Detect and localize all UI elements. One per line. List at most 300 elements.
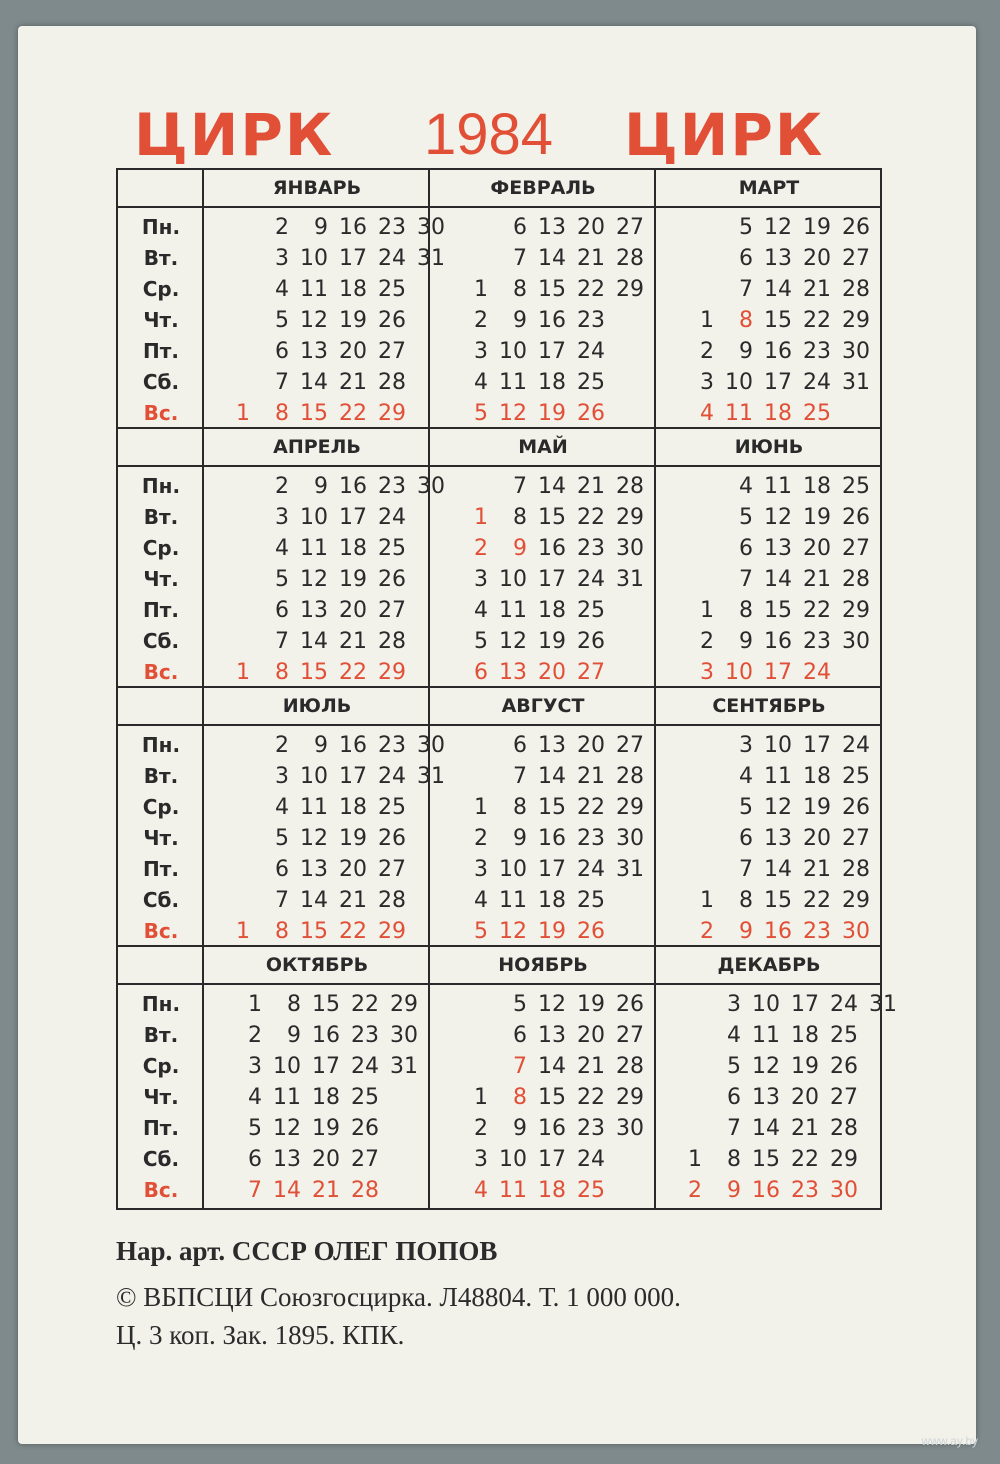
day-number: 24 [577,857,605,882]
day-number: 5 [248,1116,262,1141]
title-circus-left: ЦИРК [134,101,335,169]
day-number: 5 [474,919,488,944]
day-number: 1 [474,505,488,530]
weekday-label: Вт. [143,764,179,788]
day-number: 13 [300,857,328,882]
day-number: 10 [300,764,328,789]
day-number: 5 [275,826,289,851]
day-number: 14 [538,474,566,499]
month-name: МАЙ [518,436,568,458]
day-number: 23 [577,536,605,561]
month-name: ИЮНЬ [734,436,804,458]
day-number: 7 [513,1054,527,1079]
day-number: 27 [351,1147,379,1172]
day-number: 14 [538,764,566,789]
day-number: 1 [700,598,714,623]
day-number: 7 [275,888,289,913]
day-number: 4 [739,474,753,499]
day-number: 5 [739,505,753,530]
day-number: 22 [339,401,367,426]
grid-header-line [118,724,880,726]
day-number: 8 [739,308,753,333]
day-number: 2 [700,339,714,364]
day-number: 27 [616,215,644,240]
day-number: 30 [417,215,445,240]
day-number: 29 [378,660,406,685]
day-number: 25 [351,1085,379,1110]
day-number: 24 [378,246,406,271]
weekday-label: Чт. [143,308,179,332]
day-number: 11 [752,1023,780,1048]
day-number: 21 [339,888,367,913]
day-number: 3 [727,992,741,1017]
weekday-label: Вс. [143,401,179,425]
day-number: 15 [300,660,328,685]
weekday-label: Пт. [143,598,179,622]
day-number: 2 [275,215,289,240]
day-number: 14 [764,857,792,882]
day-number: 22 [803,888,831,913]
day-number: 11 [499,370,527,395]
day-number: 2 [700,919,714,944]
month-name: ДЕКАБРЬ [717,954,821,976]
day-number: 21 [339,629,367,654]
day-number: 19 [538,629,566,654]
day-number: 10 [499,339,527,364]
day-number: 27 [616,1023,644,1048]
grid-header-line [118,465,880,467]
day-number: 13 [273,1147,301,1172]
day-number: 28 [616,764,644,789]
day-number: 8 [739,888,753,913]
day-number: 25 [378,277,406,302]
day-number: 22 [803,308,831,333]
day-number: 12 [499,401,527,426]
day-number: 27 [577,660,605,685]
day-number: 21 [577,246,605,271]
day-number: 18 [339,277,367,302]
day-number: 6 [727,1085,741,1110]
day-number: 26 [577,401,605,426]
weekday-label: Чт. [143,826,179,850]
day-number: 24 [830,992,858,1017]
day-number: 6 [513,1023,527,1048]
day-number: 29 [616,277,644,302]
day-number: 17 [339,246,367,271]
day-number: 24 [577,1147,605,1172]
day-number: 22 [577,1085,605,1110]
day-number: 1 [248,992,262,1017]
watermark: www.ay.by [921,1434,978,1448]
day-number: 14 [764,567,792,592]
weekday-label: Вс. [143,919,179,943]
day-number: 6 [739,246,753,271]
weekday-label: Пн. [141,733,181,757]
day-number: 28 [842,857,870,882]
day-number: 13 [538,215,566,240]
weekday-label: Ср. [142,795,180,819]
day-number: 16 [764,339,792,364]
day-number: 5 [474,629,488,654]
day-number: 24 [577,567,605,592]
weekday-label: Вс. [143,660,179,684]
day-number: 1 [688,1147,702,1172]
day-number: 12 [764,795,792,820]
day-number: 23 [791,1178,819,1203]
day-number: 2 [474,536,488,561]
day-number: 20 [339,598,367,623]
day-number: 13 [764,536,792,561]
day-number: 29 [842,888,870,913]
day-number: 29 [842,598,870,623]
day-number: 5 [474,401,488,426]
day-number: 19 [339,567,367,592]
day-number: 13 [300,339,328,364]
day-number: 12 [538,992,566,1017]
day-number: 31 [869,992,897,1017]
day-number: 18 [803,474,831,499]
day-number: 7 [739,567,753,592]
day-number: 15 [764,308,792,333]
day-number: 22 [791,1147,819,1172]
day-number: 3 [275,505,289,530]
day-number: 21 [339,370,367,395]
day-number: 17 [538,567,566,592]
day-number: 7 [513,474,527,499]
day-number: 14 [300,888,328,913]
month-name: ЯНВАРЬ [272,177,362,199]
month-name: ФЕВРАЛЬ [490,177,596,199]
weekday-label: Ср. [142,277,180,301]
day-number: 8 [513,277,527,302]
day-number: 14 [764,277,792,302]
day-number: 30 [417,474,445,499]
day-number: 9 [513,826,527,851]
title-circus-right: ЦИРК [624,101,825,169]
day-number: 28 [842,567,870,592]
day-number: 22 [803,598,831,623]
day-number: 3 [474,857,488,882]
weekday-label: Сб. [142,370,180,394]
day-number: 16 [312,1023,340,1048]
day-number: 10 [499,567,527,592]
day-number: 26 [830,1054,858,1079]
day-number: 4 [275,277,289,302]
day-number: 6 [739,826,753,851]
day-number: 17 [764,370,792,395]
day-number: 9 [739,919,753,944]
day-number: 30 [616,826,644,851]
day-number: 19 [312,1116,340,1141]
day-number: 30 [842,339,870,364]
day-number: 26 [842,795,870,820]
grid-header-line [118,206,880,208]
day-number: 7 [513,764,527,789]
day-number: 15 [300,919,328,944]
day-number: 21 [577,764,605,789]
day-number: 16 [339,733,367,758]
day-number: 18 [791,1023,819,1048]
day-number: 18 [764,401,792,426]
day-number: 21 [791,1116,819,1141]
day-number: 18 [312,1085,340,1110]
day-number: 29 [616,795,644,820]
day-number: 31 [390,1054,418,1079]
day-number: 15 [538,1085,566,1110]
day-number: 28 [616,246,644,271]
day-number: 26 [378,308,406,333]
day-number: 20 [339,857,367,882]
day-number: 27 [378,857,406,882]
month-name: АПРЕЛЬ [273,436,361,458]
day-number: 26 [842,215,870,240]
day-number: 12 [300,826,328,851]
day-number: 24 [842,733,870,758]
day-number: 18 [538,370,566,395]
day-number: 30 [616,1116,644,1141]
day-number: 22 [351,992,379,1017]
weekday-label: Ср. [142,1054,180,1078]
day-number: 12 [273,1116,301,1141]
day-number: 8 [287,992,301,1017]
day-number: 14 [300,370,328,395]
day-number: 6 [474,660,488,685]
day-number: 31 [417,764,445,789]
day-number: 28 [616,1054,644,1079]
day-number: 2 [688,1178,702,1203]
month-name: ИЮЛЬ [282,695,352,717]
day-number: 20 [577,1023,605,1048]
weekday-label: Вт. [143,505,179,529]
day-number: 12 [499,629,527,654]
day-number: 16 [339,215,367,240]
day-number: 30 [842,629,870,654]
day-number: 10 [273,1054,301,1079]
day-number: 29 [616,505,644,530]
day-number: 14 [538,246,566,271]
day-number: 18 [538,1178,566,1203]
day-number: 22 [339,660,367,685]
day-number: 23 [577,826,605,851]
day-number: 20 [803,826,831,851]
day-number: 26 [378,567,406,592]
day-number: 25 [378,536,406,561]
day-number: 11 [499,1178,527,1203]
day-number: 15 [538,277,566,302]
day-number: 10 [764,733,792,758]
day-number: 16 [764,919,792,944]
day-number: 4 [474,370,488,395]
day-number: 2 [275,733,289,758]
day-number: 3 [739,733,753,758]
day-number: 30 [417,733,445,758]
day-number: 1 [236,401,250,426]
day-number: 16 [752,1178,780,1203]
day-number: 4 [739,764,753,789]
day-number: 5 [513,992,527,1017]
day-number: 18 [339,795,367,820]
day-number: 9 [739,629,753,654]
day-number: 4 [474,888,488,913]
day-number: 20 [803,246,831,271]
calendar-title [116,100,886,170]
day-number: 3 [275,764,289,789]
day-number: 17 [339,764,367,789]
day-number: 11 [273,1085,301,1110]
day-number: 9 [727,1178,741,1203]
weekday-label: Сб. [142,888,180,912]
weekday-label: Сб. [142,1147,180,1171]
weekday-label: Пт. [143,339,179,363]
day-number: 24 [378,505,406,530]
day-number: 5 [739,795,753,820]
grid-header-line [118,983,880,985]
day-number: 11 [300,795,328,820]
day-number: 27 [378,339,406,364]
day-number: 1 [700,308,714,333]
day-number: 13 [300,598,328,623]
weekday-label: Вт. [143,246,179,270]
day-number: 11 [764,764,792,789]
day-number: 7 [739,857,753,882]
day-number: 26 [351,1116,379,1141]
day-number: 29 [378,401,406,426]
day-number: 2 [700,629,714,654]
day-number: 9 [513,536,527,561]
day-number: 25 [577,370,605,395]
day-number: 23 [378,215,406,240]
day-number: 2 [275,474,289,499]
day-number: 8 [739,598,753,623]
day-number: 28 [830,1116,858,1141]
day-number: 9 [513,1116,527,1141]
day-number: 25 [577,598,605,623]
day-number: 17 [538,1147,566,1172]
day-number: 2 [474,826,488,851]
day-number: 8 [513,795,527,820]
day-number: 27 [842,536,870,561]
day-number: 14 [300,629,328,654]
day-number: 31 [842,370,870,395]
day-number: 22 [577,277,605,302]
day-number: 25 [830,1023,858,1048]
day-number: 28 [378,629,406,654]
day-number: 17 [764,660,792,685]
day-number: 25 [577,888,605,913]
day-number: 29 [830,1147,858,1172]
day-number: 29 [842,308,870,333]
day-number: 17 [791,992,819,1017]
day-number: 17 [312,1054,340,1079]
day-number: 27 [842,246,870,271]
day-number: 21 [577,474,605,499]
day-number: 13 [499,660,527,685]
day-number: 28 [842,277,870,302]
weekday-label: Сб. [142,629,180,653]
day-number: 24 [351,1054,379,1079]
day-number: 23 [803,339,831,364]
day-number: 18 [803,764,831,789]
day-number: 14 [538,1054,566,1079]
day-number: 9 [314,733,328,758]
day-number: 16 [538,826,566,851]
day-number: 13 [764,246,792,271]
day-number: 4 [275,795,289,820]
day-number: 19 [339,308,367,333]
day-number: 16 [538,308,566,333]
day-number: 10 [300,505,328,530]
title-year: 1984 [424,102,554,167]
day-number: 10 [499,1147,527,1172]
day-number: 3 [248,1054,262,1079]
weekday-label: Чт. [143,1085,179,1109]
day-number: 25 [842,474,870,499]
day-number: 10 [725,660,753,685]
day-number: 22 [339,919,367,944]
day-number: 31 [417,246,445,271]
day-number: 20 [803,536,831,561]
day-number: 11 [764,474,792,499]
day-number: 28 [351,1178,379,1203]
weekday-label: Чт. [143,567,179,591]
day-number: 2 [474,308,488,333]
day-number: 30 [390,1023,418,1048]
day-number: 21 [803,857,831,882]
day-number: 3 [474,339,488,364]
day-number: 18 [538,598,566,623]
day-number: 27 [842,826,870,851]
day-number: 5 [727,1054,741,1079]
day-number: 23 [378,474,406,499]
day-number: 20 [538,660,566,685]
day-number: 23 [803,629,831,654]
day-number: 19 [791,1054,819,1079]
day-number: 19 [803,215,831,240]
day-number: 4 [700,401,714,426]
day-number: 3 [474,1147,488,1172]
month-name: ОКТЯБРЬ [265,954,369,976]
day-number: 25 [803,401,831,426]
day-number: 28 [378,370,406,395]
day-number: 8 [513,505,527,530]
day-number: 4 [474,1178,488,1203]
day-number: 21 [803,277,831,302]
day-number: 13 [764,826,792,851]
day-number: 26 [577,629,605,654]
day-number: 3 [700,370,714,395]
day-number: 25 [842,764,870,789]
day-number: 31 [616,567,644,592]
day-number: 15 [312,992,340,1017]
day-number: 15 [300,401,328,426]
day-number: 12 [764,505,792,530]
day-number: 23 [577,308,605,333]
day-number: 8 [275,919,289,944]
day-number: 24 [378,764,406,789]
day-number: 6 [275,339,289,364]
day-number: 17 [538,857,566,882]
day-number: 8 [275,660,289,685]
day-number: 21 [312,1178,340,1203]
day-number: 5 [739,215,753,240]
day-number: 11 [300,536,328,561]
day-number: 9 [513,308,527,333]
day-number: 20 [577,733,605,758]
weekday-label: Пн. [141,474,181,498]
day-number: 10 [752,992,780,1017]
weekday-label: Пн. [141,992,181,1016]
day-number: 25 [577,1178,605,1203]
